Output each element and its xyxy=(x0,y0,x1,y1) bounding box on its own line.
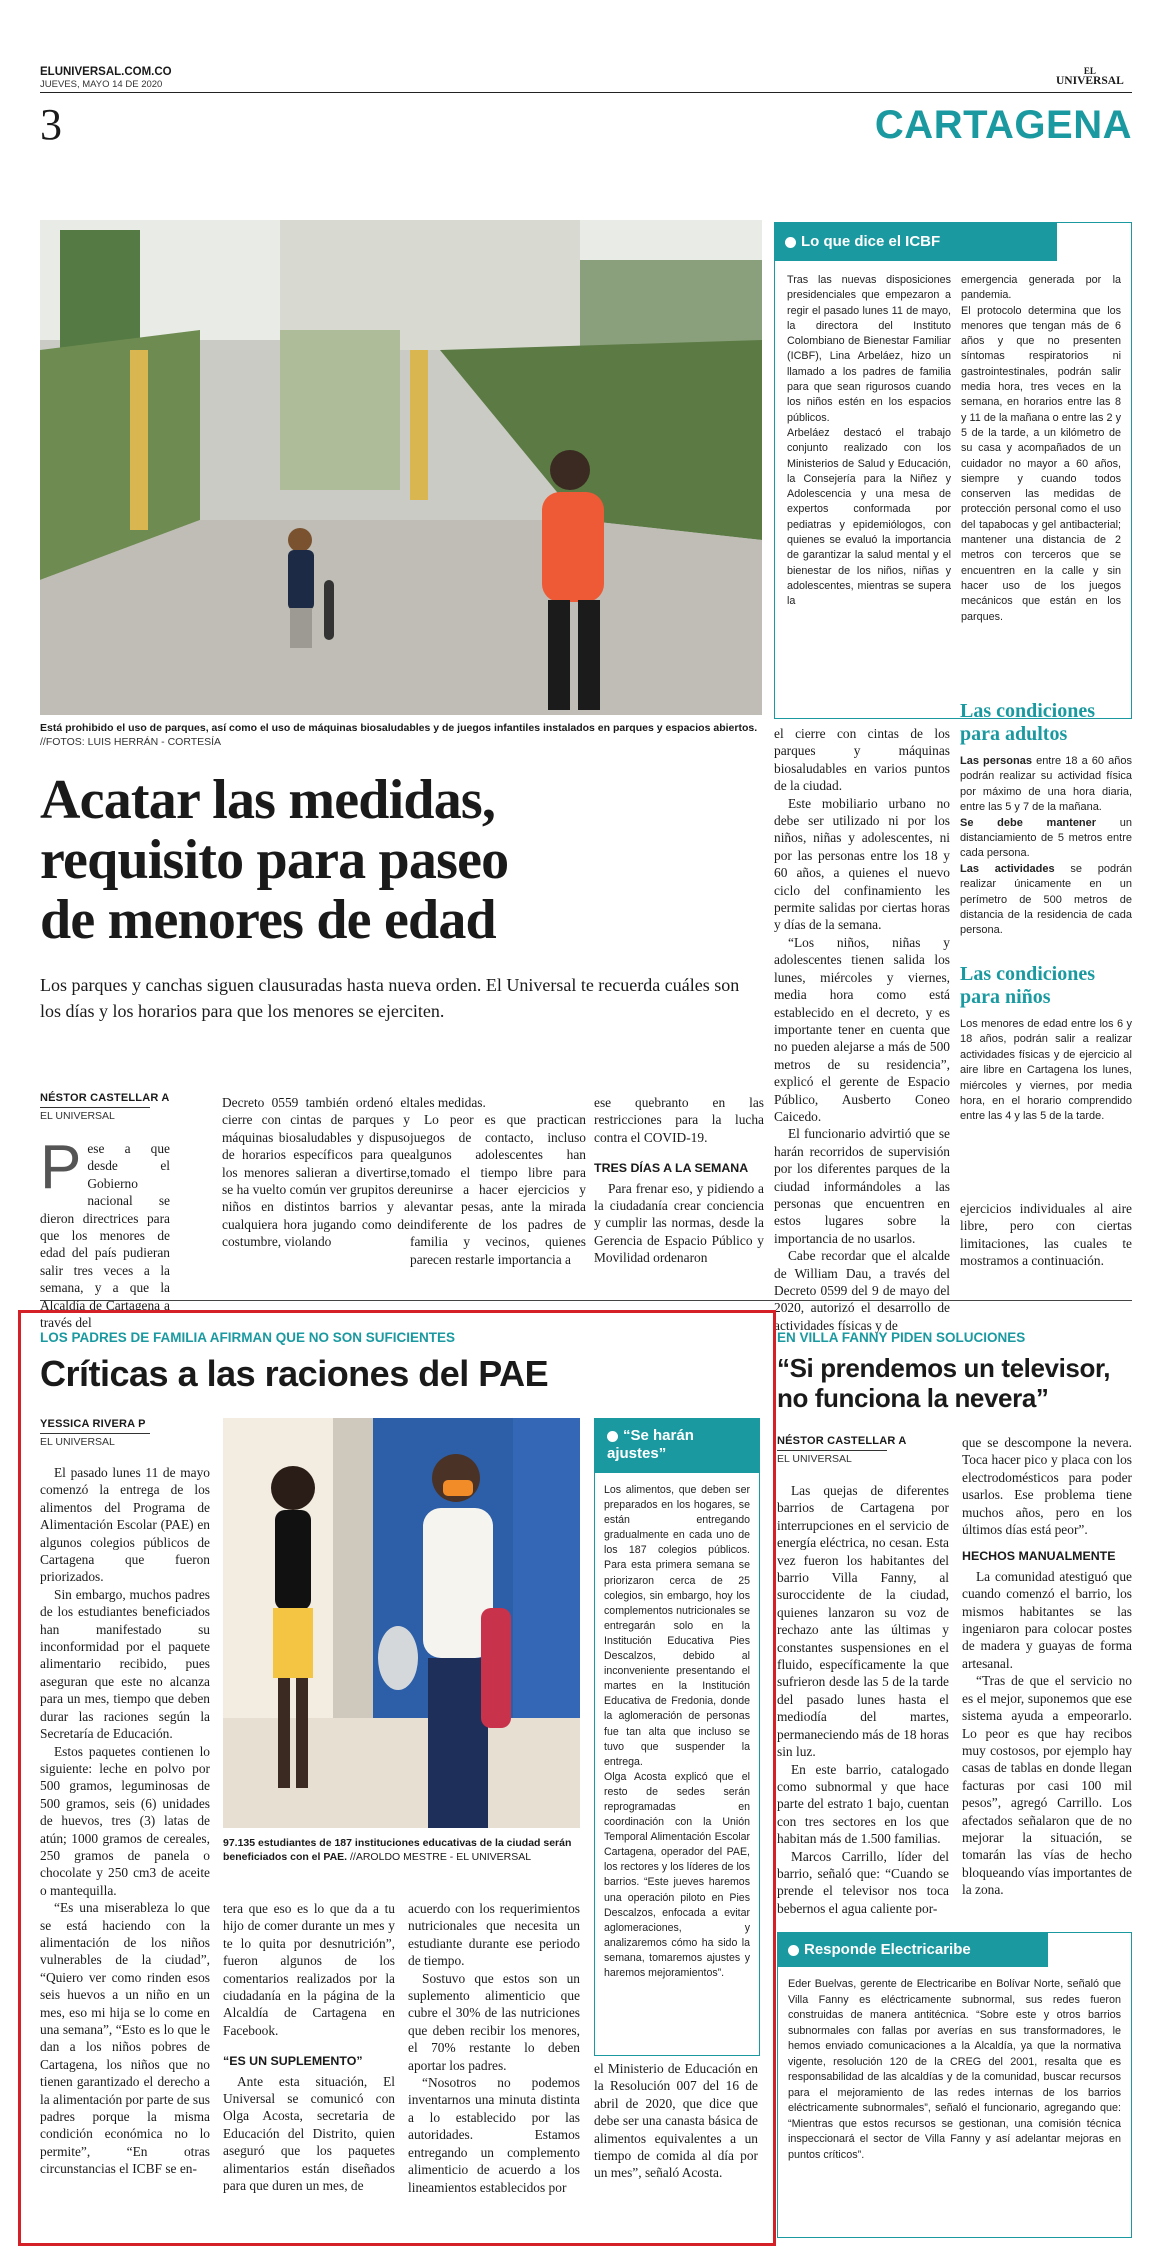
electricaribe-box-title: Responde Electricaribe xyxy=(778,1933,1048,1967)
electricaribe-box xyxy=(777,1932,1132,2238)
main-lede: Los parques y canchas siguen clausuradas hasta nueva orden. El Universal te recuerda cuáles son los días y los horarios para que los menores se ejerciten. xyxy=(40,975,740,1021)
issue-date: JUEVES, MAYO 14 DE 2020 xyxy=(40,79,163,90)
pae-col-3: acuerdo con los requerimientos nutricionales que necesita un estudiante durante ese periodo de tiempo. Sostuvo que estos son un suplemento alimenticio que cubre el 30% de las nutriciones que deben recibir los menores, el 70% restante lo deben aportar los padres. “Nosotros no podemos inventarnos una minuta distinta a lo establecido por las autoridades. Estamos entregando un complemento alimenticio de acuerdo a los lineamientos establecidos por xyxy=(408,1901,580,2195)
main-byline: NÉSTOR CASTELLAR A EL UNIVERSAL xyxy=(40,1092,170,1122)
adults-title: Las condiciones para adultos xyxy=(960,700,1096,745)
bullet-icon xyxy=(785,237,796,248)
pae-box xyxy=(594,1418,760,2056)
pae-photo-caption: 97.135 estudiantes de 187 instituciones educativas de la ciudad serán beneficiados con el PAE. //AROLDO MESTRE - EL UNIVERSAL xyxy=(223,1837,572,1863)
page-number: 3 xyxy=(40,100,62,149)
kids-text: Los menores de edad entre los 6 y 18 años, podrán salir a realizar actividades físicas y de ejercicio al aire libre en Cartagena los lunes, miércoles y viernes, por media hora, en el horario comprendido entre las 4 y las 5 de la tarde. xyxy=(960,1017,1132,1123)
main-photo xyxy=(40,220,762,715)
bullet-icon xyxy=(607,1431,618,1442)
pae-box-text: Los alimentos, que deben ser preparados en los hogares, se están entregando gradualmente en cada uno de los 187 colegios públicos. Para esta primera semana se priorizaron cerca de 25 colegios, sin embargo, hoy los complementos nutricionales se entregarán solo en la Institución Educativa Pies Descalzos, debido al inconveniente presentando el martes en la Institución Educativa de Fredonia, donde la aglomeración de personas fue tan alta que incluso se tuvo que suspender la entrega. Olga Acosta explicó que el resto de sedes serán reprogramadas en coordinación con la Unión Temporal Alimentación Escolar Cartagena, operador del PAE, los rectores y los líderes de los barrios. “Este jueves haremos una operación piloto en Pies Descalzos, enfocada a evitar aglomeraciones, y analizaremos cómo ha sido la semana, tomaremos ajustes y haremos mejoramientos”. xyxy=(604,1484,750,1979)
icbf-box xyxy=(774,222,1132,719)
pae-col-4: el Ministerio de Educación en la Resolución 007 del 16 de abril de 2020, que dice que debe ser una canasta básica de alimentos equivalentes a un tiempo de comida al día por un mes”, señaló Acosta. xyxy=(594,2061,758,2181)
kids-title: Las condiciones para niños xyxy=(960,962,1096,1008)
site-url[interactable]: ELUNIVERSAL.COM.CO xyxy=(40,66,172,78)
adults-sidebar xyxy=(960,700,1132,1125)
villa-kicker: EN VILLA FANNY PIDEN SOLUCIONES xyxy=(777,1330,1026,1345)
pae-col-2: tera que eso es lo que da a tu hijo de comer durante un mes y te lo quita por desnutrición”, fueron algunos de los comentarios realizados por la ciudadanía en la página de la Alcaldía de Cartagena en Facebook. “ES UN SUPLEMENTO” Ante esta situación, El Universal se comunicó con Olga Acosta, secretaria de Educación del Distrito, quien aseguró que los paquetes alimentarios están diseñados para que duren un mes, de xyxy=(223,1901,395,2194)
main-col-6: ejercicios individuales al aire libre, pero con ciertas limitaciones, las cuales te mostramos a continuación. xyxy=(960,1201,1132,1269)
section-title: CARTAGENA xyxy=(874,103,1132,147)
drop-cap: P xyxy=(40,1133,82,1202)
main-col-3: tales medidas. Lo peor es que practican juegos de contacto, incluso algunos adolescentes han tomado el tiempo libre para reunirse a hacer ejercicios y levantar pesas, ante la mirada indiferente de los padres de familia y vecinos, quienes parecen restarle importancia a xyxy=(410,1095,586,1267)
villa-byline: NÉSTOR CASTELLAR A EL UNIVERSAL xyxy=(777,1435,907,1465)
masthead-logo: EL UNIVERSAL xyxy=(1056,66,1124,87)
pae-photo xyxy=(223,1418,580,1828)
icbf-box-title: Lo que dice el ICBF xyxy=(775,223,1057,261)
header-rule xyxy=(40,92,1132,93)
pae-col-1: El pasado lunes 11 de mayo comenzó la entrega de los alimentos del Programa de Alimentación Escolar (PAE) en algunos colegios públicos de Cartagena que fueron priorizados. Sin embargo, muchos padres de los estudiantes beneficiados han manifestado su inconformidad por el paquete alimentario recibido, pues aseguran que este no alcanza para un mes, tiempo que deben durar las raciones según la Secretaría de Educación. Estos paquetes contienen lo siguiente: leche en polvo por 500 gramos, leguminosas de 500 gramos, seis (6) unidades de huevos, tres (3) latas de atún; 1000 gramos de cereales, 250 gramos de panela o chocolate y 250 cm3 de aceite o mantequilla. “Es una miserableza lo que se está haciendo con la alimentación de los niños vulnerables de la ciudad”, “Quiero ver como rinden esos seis huevos a un niño en un mes, eso mi hija se lo come en una semana”, “Esto es lo que le dan a los niños pobres de Cartagena, los niños que no tienen garantizado el derecho a la alimentación por parte de sus padres porque la misma condición económica no lo permite”, “En otras circunstancias el ICBF se en- xyxy=(40,1465,210,2177)
electricaribe-box-text: Eder Buelvas, gerente de Electricaribe en Bolívar Norte, señaló que Villa Fanny es eléctricamente subnormal, sus redes fueron construidas de manera antitécnica. “Sobre este y otros barrios subnormales con fallas por averías en sus transformadores, le hemos enviado comunicaciones a la Alcaldía, ya que la normativa vigente, resolución 120 de la CREG del 2001, resalta que es responsabilidad de las alcaldías y de la comunidad, buscar recursos para el mejoramiento de las redes internas de los barrios eléctricamente subnormales”, señaló el funcionario, agregando que: “Mientras que estos recursos se gestionan, una comisión técnica inspeccionará el sector de Villa Fanny y así adelantar mejoras en puntos críticos”. xyxy=(788,1978,1121,2161)
pae-byline: YESSICA RIVERA P EL UNIVERSAL xyxy=(40,1418,150,1448)
villa-col-2: que se descompone la nevera. Toca hacer pico y placa con los electrodomésticos para poder usarlos. Ese problema tiene muchos años, pero en los últimos días está peor”. HECHOS MANUALMENTE La comunidad atestiguó que cuando comenzó el barrio, los mismos habitantes se las ingeniaron para colocar postes de madera y guayas de forma artesanal. “Tras de que el servicio no es el mejor, suponemos que ese sistema ayuda a empeorarlo. Lo peor es que hay recibos muy costosos, por ejemplo hay casas de tablas en donde llegan facturas por casi 100 mil pesos”, agregó Carrillo. Los afectados señalaron que de no mejorar la situación, se tomarán las vías de hecho bloqueando vías importantes de la zona. xyxy=(962,1435,1132,1898)
bullet-icon xyxy=(788,1945,799,1956)
main-col-2: Decreto 0559 también ordenó el cierre con cintas de parques y máquinas biosaludables y dispuso de horarios específicos para que los menores salieran a divertirse, se ha vuelto común ver grupitos de niños en distintos barrios y a cualquiera hora jugando como de costumbre, violando xyxy=(222,1095,410,1250)
main-col-4: ese quebranto en las restricciones para la lucha contra el COVID-19. TRES DÍAS A LA SEMANA Para frenar eso, y pidiendo a la ciudadanía crear conciencia y cumplir las normas, desde la Gerencia de Espacio Público y Movilidad ordenaron xyxy=(594,1095,764,1266)
pae-box-title: “Se harán ajustes” xyxy=(595,1419,759,1473)
pae-kicker: LOS PADRES DE FAMILIA AFIRMAN QUE NO SON SUFICIENTES xyxy=(40,1330,456,1345)
pae-headline: Críticas a las raciones del PAE xyxy=(40,1353,549,1394)
section-divider xyxy=(40,1300,1132,1301)
main-col-5: el cierre con cintas de los parques y máquinas biosaludables en varios puntos de la ciudad. Este mobiliario urbano no debe ser utilizado ni por los niños, niñas y adolescentes, ni por las personas entre los 18 y 60 años, a quienes el nuevo ciclo del confinamiento les permite salidas por ciertas horas y días de la semana. “Los niños, niñas y adolescentes tienen salida los lunes, miércoles y viernes, media hora como está establecido en el decreto, y es importante tener en cuenta que no pueden alejarse a más de 500 metros de su residencia”, explicó el gerente de Espacio Público, Ausberto Coneo Caicedo. El funcionario advirtió que se harán recorridos de supervisión por los diferentes parques de la ciudad informándoles a las personas que encuentren en estos lugares sobre la importancia de no usarlos. Cabe recordar que el alcalde de William Dau, a través del Decreto 0599 del 9 de mayo del 2020, autorizó el desarrollo de actividades físicas y de xyxy=(774,726,950,1333)
adults-text: Las personas entre 18 a 60 años podrán realizar su actividad física por máximo de una hora diaria, entre las 5 y 7 de la mañana. Se debe mantener un distanciamiento de 5 metros entre cada persona. Las actividades se podrán realizar únicamente en un perímetro de 500 metros de distancia de la residencia de cada persona. xyxy=(960,755,1132,937)
icbf-col-2: emergencia generada por la pandemia. El protocolo determina que los menores que tengan más de 6 años y que no presenten síntomas respiratorios ni gastrointestinales, podrán salir media hora, tres veces en la semana, en horarios entre las 8 y 11 de la mañana o entre las 2 y 5 de la tarde, a un kilómetro de su casa y acompañados de un cuidador no mayor a 60 años, siempre y cuando todos conserven las medidas de protección personal como el uso del tapabocas y gel antibacterial; mantener una distancia de 2 metros con terceros que se encuentren en la calle y sin hacer uso de los juegos mecánicos que están en los parques. xyxy=(961,274,1121,623)
villa-headline: “Si prendemos un televisor, no funciona la nevera” xyxy=(777,1353,1111,1413)
villa-col-1: Las quejas de diferentes barrios de Cartagena por interrupciones en el servicio de energía eléctrica, no cesan. Esta vez fueron los habitantes del barrio Villa Fanny, al suroccidente de la ciudad, quienes lanzaron su voz de rechazo ante las últimas y constantes suspensiones en el fluido, específicamente la que sufrieron desde las 5 de la tarde del pasado lunes hasta el mediodía del martes, permaneciendo más de 18 horas sin luz. En este barrio, catalogado como subnormal y que hace parte del estrato 1 bajo, cuentan con tres sectores en los que habitan más de 1.500 familias. Marcos Carrillo, líder del barrio, señaló que: “Cuando se prende el televisor nos toca bebernos el agua caliente por- xyxy=(777,1483,949,1916)
main-col-1: P ese a que desde el Gobierno nacional se dieron directrices para que los menores de edad del país pudieran salir tres veces a la semana, y a que la Alcaldía de Cartagena a través del xyxy=(40,1133,170,1331)
icbf-col-1: Tras las nuevas disposiciones presidenciales que empezaron a regir el pasado lunes 11 de mayo, la directora del Instituto Colombiano de Bienestar Familiar (ICBF), Lina Arbeláez, hizo un llamado a los padres de familia para que sean rigurosos cuando los niños estén en los espacios públicos. Arbeláez destacó el trabajo conjunto realizado con los Ministerios de Salud y Educación, la Consejería para la Niñez y Adolescencia y una mesa de expertos conformada por pediatras y epidemiólogos, con quienes se evaluó la importancia de garantizar la salud mental y el bienestar de los niños, niñas y adolescentes, mientras se supera la xyxy=(787,274,951,608)
main-headline: Acatar las medidas, requisito para paseo de menores de edad xyxy=(40,769,509,951)
main-photo-caption: Está prohibido el uso de parques, así como el uso de máquinas biosaludables y de juegos infantiles instalados en parques y espacios abiertos. //FOTOS: LUIS HERRÁN - CORTESÍA xyxy=(40,722,758,748)
